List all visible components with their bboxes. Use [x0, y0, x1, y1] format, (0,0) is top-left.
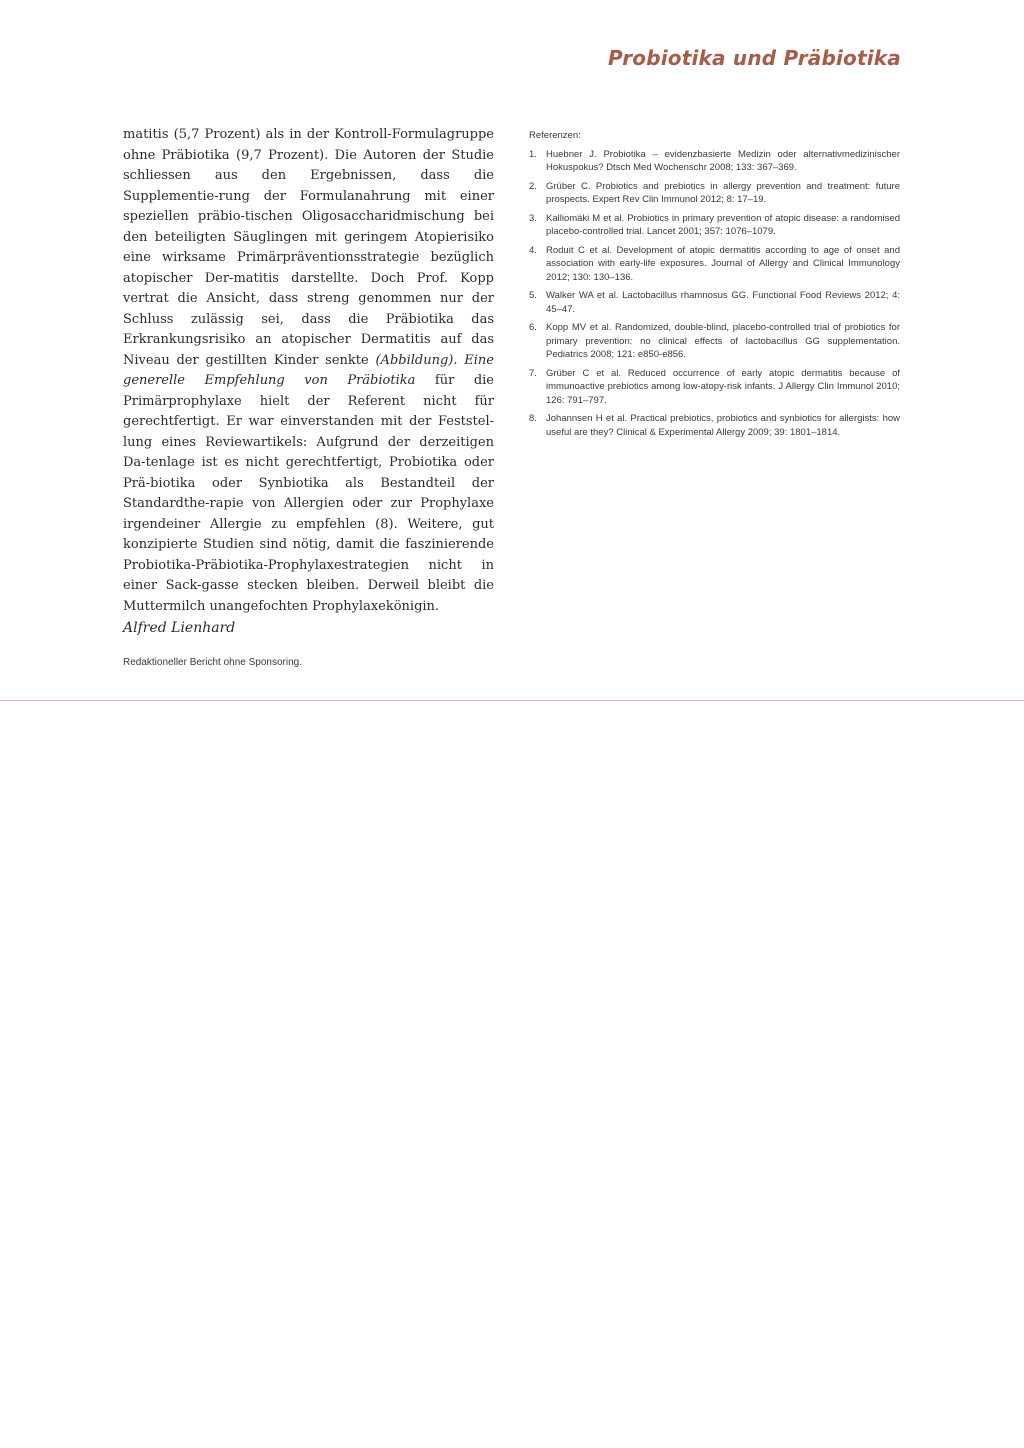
running-title: Probiotika und Präbiotika [607, 46, 901, 70]
text-line: schliessen aus den Ergebnissen, dass die Supplementie- [123, 168, 494, 204]
reference-text: Kalliomäki M et al. Probiotics in primary prevention of atopic disease: a randomised placebo-controlled trial. Lancet 2001; 357: 1076–1079. [546, 212, 900, 237]
reference-item [529, 180, 900, 207]
text-line: matitis darstellte. Doch Prof. Kopp vertrat die Ansicht, [123, 270, 494, 306]
text-line: rapie von Allergien oder zur Prophylaxe irgendeiner [123, 496, 494, 532]
text-line: Dermatitis auf das Niveau der gestillten Kinder senkte [123, 332, 495, 368]
text-line: matitis (5,7 Prozent) als in der Kontroll-Formulagruppe [123, 127, 494, 142]
reference-number: 5. [529, 290, 537, 301]
reference-text: Roduit C et al. Development of atopic dermatitis according to age of onset and association with early-life exposures. Journal of Allergy and Clinical Immunology 2012; 130: 130–136. [546, 244, 900, 283]
author-signature: Alfred Lienhard [123, 620, 236, 636]
reference-item [529, 244, 900, 285]
reference-number: 2. [529, 180, 537, 192]
text-line: gerechtfertigt. Er war einverstanden mit der Feststel- [123, 414, 494, 429]
text-line: Präbiotika-Prophylaxestrategien nicht in einer Sack- [123, 557, 494, 593]
references-list [529, 148, 900, 440]
reference-item [529, 148, 900, 175]
reference-item [529, 212, 900, 239]
reference-number: 8. [529, 413, 537, 424]
article-body [123, 125, 494, 617]
reference-text: Kopp MV et al. Randomized, double-blind, placebo-controlled trial of probiotics for primary prevention: no clinical effects of lactobacillus GG supplementation. Pediatrics 2008; 121: e850-e856. [546, 322, 900, 360]
text-line: Säuglingen mit geringem Atopierisiko eine wirksame [123, 229, 494, 265]
text-line: unangefochten Prophylaxekönigin. [209, 598, 440, 614]
text-line: die Präbiotika das Erkrankungsrisiko an atopischer [123, 311, 494, 347]
reference-number: 6. [529, 322, 537, 333]
reference-item [529, 367, 900, 408]
reference-text: Huebner J. Probiotika – evidenzbasierte Medizin oder alternativmedizinischer Hokuspokus? Dtsch Med Wochenschr 2008; 133: 367–369. [546, 148, 900, 173]
text-line: lung eines Reviewartikels: Aufgrund der derzeitigen Da- [123, 434, 494, 470]
section-divider [0, 700, 1024, 701]
reference-number: 7. [529, 367, 537, 379]
text-line: ohne Präbiotika (9,7 Prozent). Die Autoren der Studie [123, 147, 494, 163]
reference-text: Grüber C et al. Reduced occurrence of early atopic dermatitis because of immunoactive prebiotics among low-atopy-risk infants. J Allergy Clin Immunol 2010; 126: 791–797. [546, 367, 900, 406]
text-line: Primärpräventionsstrategie bezüglich atopischer Der- [123, 250, 494, 286]
reference-number: 4. [529, 244, 537, 256]
text-line: tenlage ist es nicht gerechtfertigt, Probiotika oder Prä- [123, 455, 494, 491]
reference-text: Walker WA et al. Lactobacillus rhamnosus GG. Functional Food Reviews 2012; 4: 45–47. [546, 290, 900, 315]
reference-text: Johannsen H et al. Practical prebiotics, probiotics and synbiotics for allergists: how useful are they? Clinical & Experimental Allergy 2009; 39: 1801–1814. [546, 413, 900, 438]
reference-text: Grüber C. Probiotics and prebiotics in allergy prevention and treatment: future prospects. Expert Rev Clin Immunol 2012; 8: 17–19. [546, 180, 900, 205]
figure-reference: (Abbildung). Eine generelle Empfehlung von Präbiotika [123, 352, 494, 388]
text-line: biotika oder Synbiotika als Bestandteil der Standardthe- [123, 475, 494, 511]
text-line: gasse stecken bleiben. Derweil bleibt die Muttermilch [123, 578, 494, 614]
text-line: Allergie zu empfehlen (8). Weitere, gut konzipierte [123, 516, 494, 552]
text-line: dass streng genommen nur der Schluss zulässig sei, dass [123, 291, 494, 327]
reference-number: 1. [529, 148, 537, 160]
references-section [529, 129, 900, 444]
text-line: Studien sind nötig, damit die faszinierende Probiotika- [123, 537, 494, 573]
reference-number: 3. [529, 212, 537, 224]
text-line: für die Primärprophylaxe hielt der Referent nicht für [123, 373, 494, 409]
reference-item [529, 321, 900, 362]
reference-item [529, 289, 900, 316]
article-paragraph [123, 125, 494, 617]
reference-item [529, 412, 900, 439]
references-heading: Referenzen: [529, 130, 581, 141]
text-line: tischen Oligosaccharidmischung bei den beteiligten [123, 209, 494, 245]
text-line: rung der Formulanahrung mit einer speziellen präbio- [123, 188, 494, 224]
sponsoring-note: Redaktioneller Bericht ohne Sponsoring. [123, 657, 302, 668]
